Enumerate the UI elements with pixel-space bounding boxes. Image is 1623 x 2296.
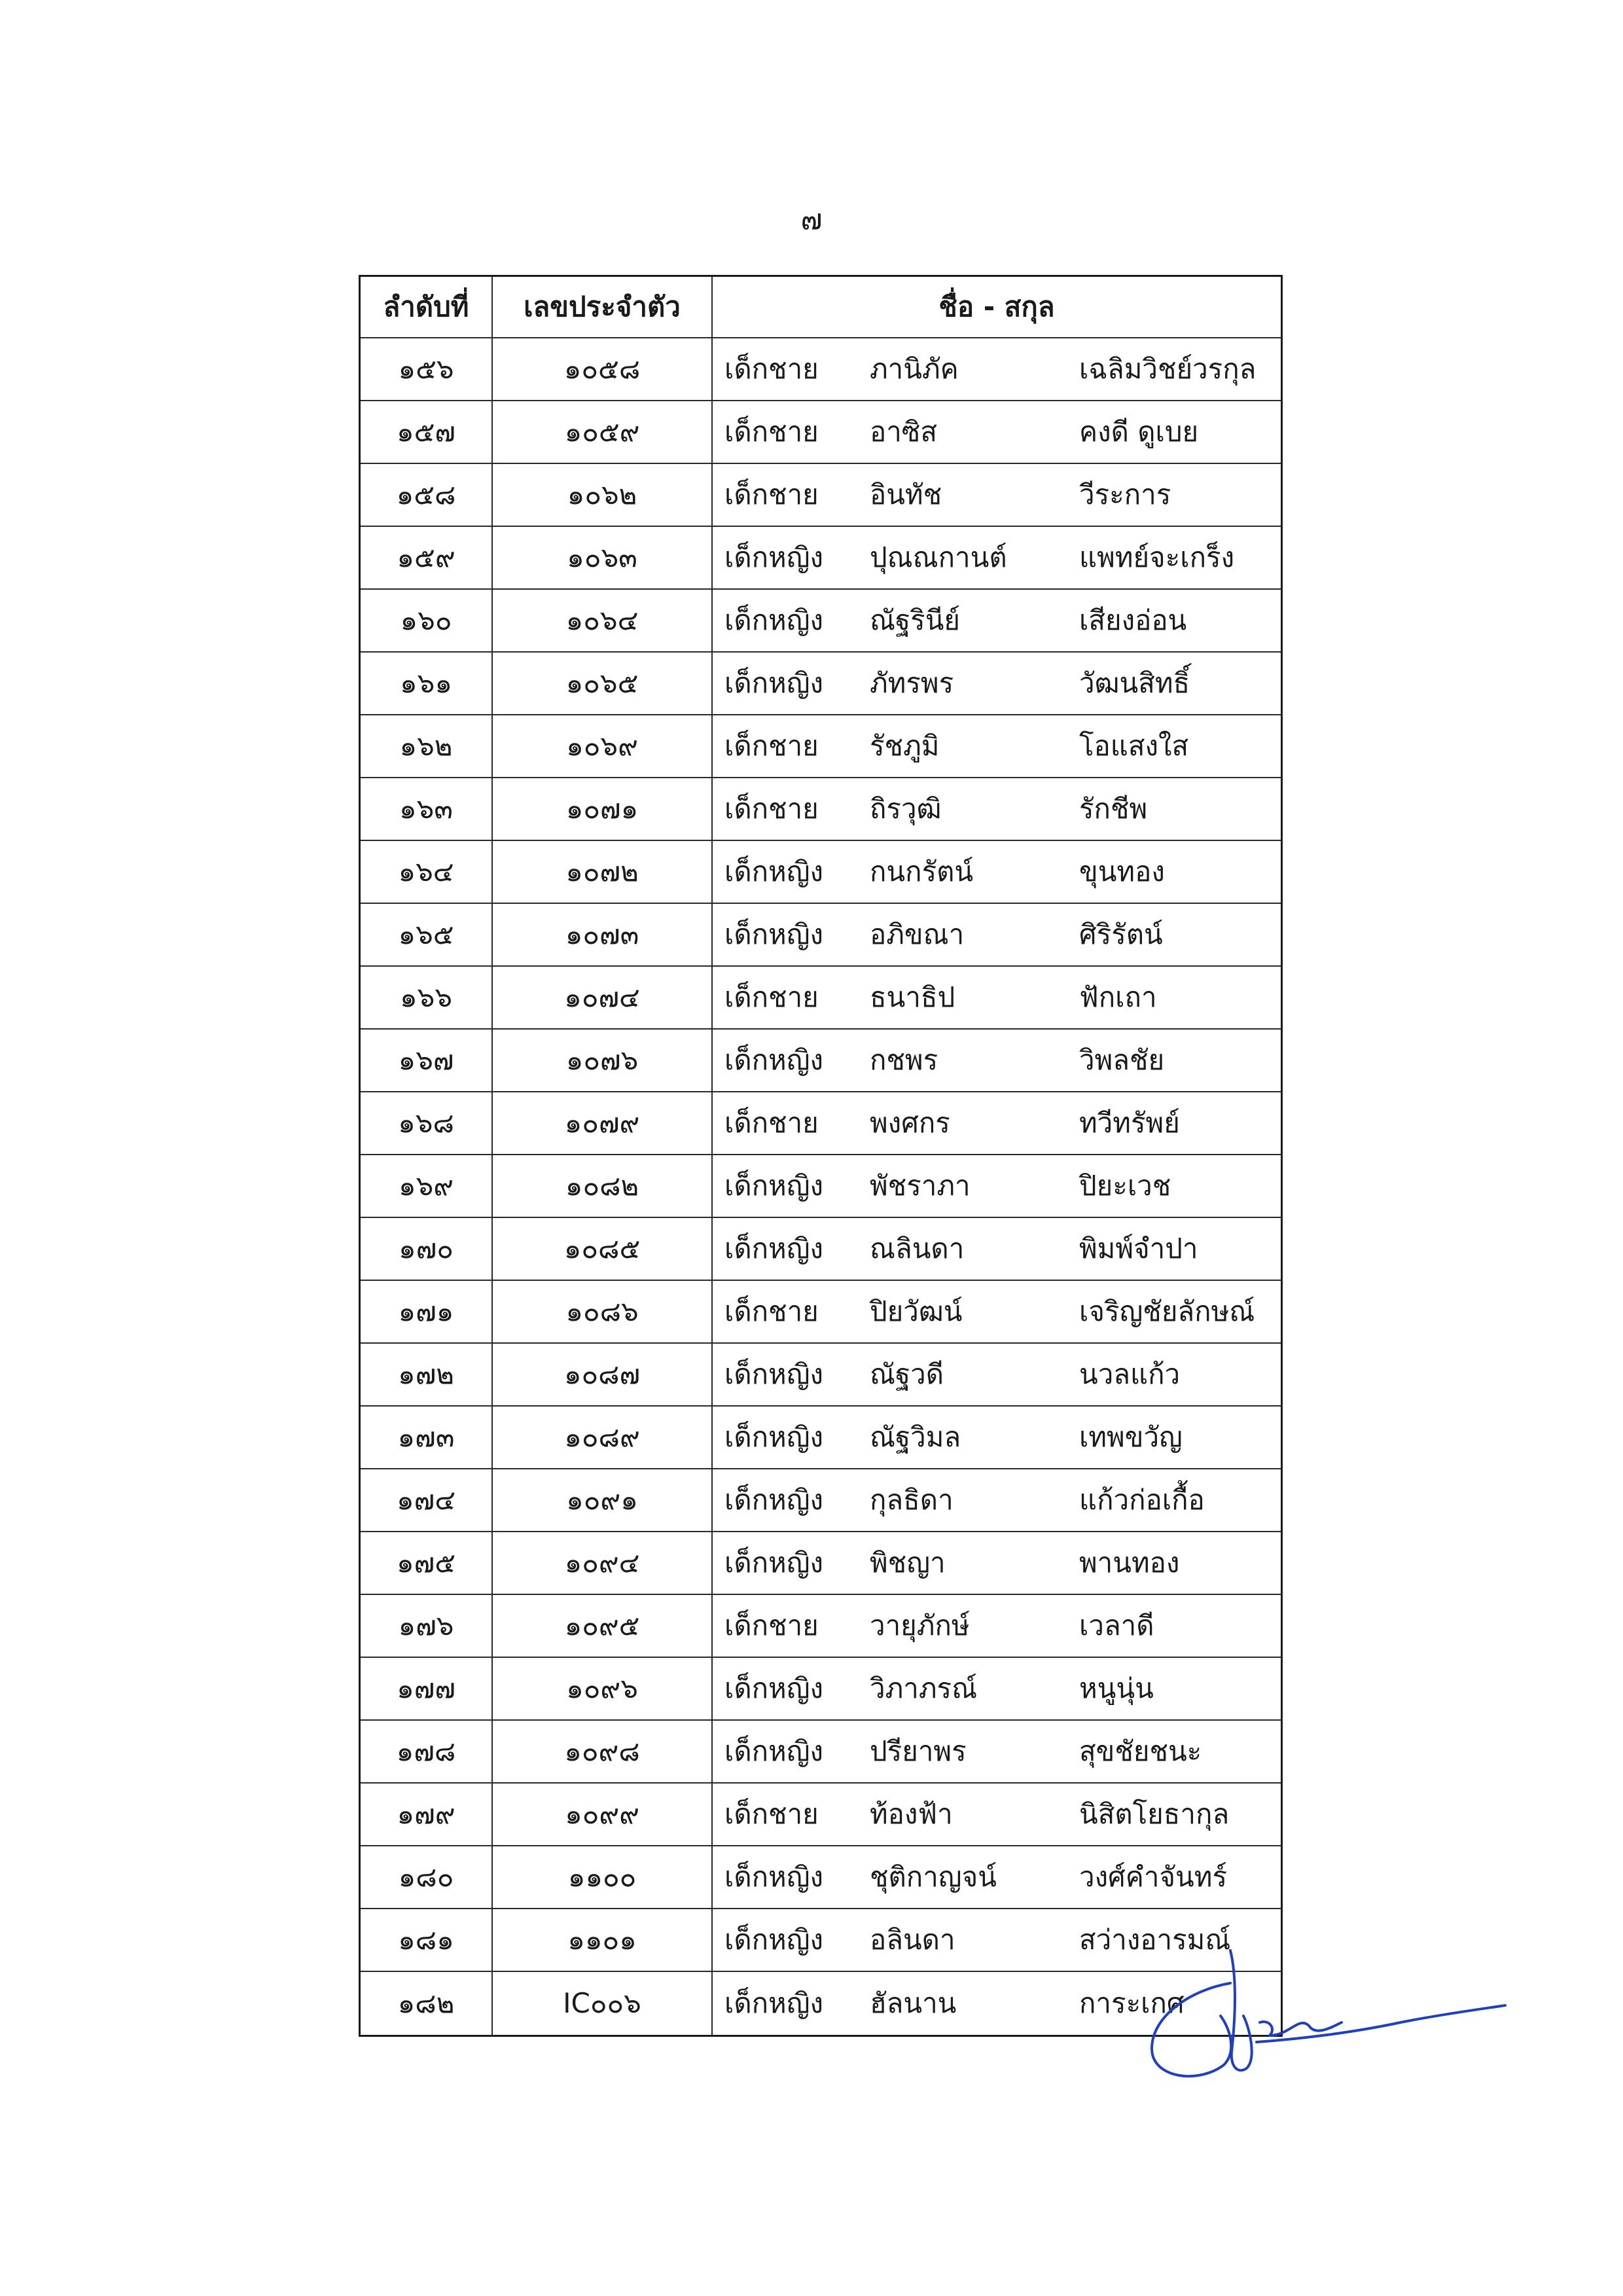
- cell-first-name: ปิยวัฒน์: [870, 1295, 963, 1327]
- cell-last-name: นิสิตโยธากุล: [1079, 1798, 1230, 1830]
- table-row: [361, 1030, 1281, 1092]
- cell-name: [713, 1469, 1281, 1531]
- cell-prefix: เด็กหญิง: [724, 1672, 824, 1704]
- cell-first-name: ปุณณกานต์: [870, 541, 1007, 573]
- cell-first-name: ท้องฟ้า: [870, 1798, 953, 1830]
- cell-seq: ๑๗๙: [361, 1784, 493, 1845]
- cell-seq: ๑๗๘: [361, 1721, 493, 1782]
- cell-last-name: ปิยะเวช: [1079, 1170, 1171, 1202]
- cell-last-name: การะเกศ: [1079, 1987, 1185, 2019]
- cell-first-name: พิชญา: [870, 1547, 946, 1579]
- cell-last-name: ฟักเถา: [1079, 981, 1157, 1013]
- cell-last-name: พานทอง: [1079, 1547, 1180, 1579]
- cell-first-name: ปรียาพร: [870, 1735, 967, 1767]
- cell-prefix: เด็กหญิง: [724, 1232, 824, 1265]
- cell-prefix: เด็กหญิง: [724, 1547, 824, 1579]
- cell-seq: ๑๖๙: [361, 1155, 493, 1217]
- page-number: ๗: [800, 203, 823, 236]
- cell-prefix: เด็กชาย: [724, 793, 819, 825]
- cell-seq: ๑๗๕: [361, 1532, 493, 1594]
- cell-prefix: เด็กหญิง: [724, 1924, 824, 1956]
- cell-last-name: นวลแก้ว: [1079, 1358, 1181, 1390]
- cell-name: [713, 527, 1281, 588]
- cell-id: ๑๐๗๑: [493, 778, 713, 840]
- cell-prefix: เด็กหญิง: [724, 1861, 824, 1893]
- cell-id: ๑๐๖๕: [493, 653, 713, 714]
- cell-last-name: วัฒนสิทธิ์: [1079, 667, 1190, 699]
- table-row: [361, 1218, 1281, 1281]
- cell-name: [713, 1595, 1281, 1657]
- table-row: [361, 715, 1281, 778]
- cell-name: [713, 1218, 1281, 1280]
- cell-last-name: เสียงอ่อน: [1079, 604, 1187, 636]
- cell-prefix: เด็กหญิง: [724, 1987, 824, 2019]
- cell-prefix: เด็กชาย: [724, 1295, 819, 1327]
- cell-seq: ๑๖๒: [361, 715, 493, 777]
- cell-name: [713, 1155, 1281, 1217]
- cell-seq: ๑๗๐: [361, 1218, 493, 1280]
- cell-prefix: เด็กชาย: [724, 416, 819, 448]
- cell-seq: ๑๗๔: [361, 1469, 493, 1531]
- cell-name: [713, 1846, 1281, 1908]
- cell-first-name: อาซิส: [870, 416, 937, 448]
- cell-seq: ๑๗๒: [361, 1344, 493, 1405]
- cell-seq: ๑๖๕: [361, 904, 493, 965]
- cell-last-name: โอแสงใส: [1079, 730, 1189, 762]
- table-row: [361, 590, 1281, 653]
- cell-name: [713, 1344, 1281, 1405]
- cell-id: ๑๐๘๖: [493, 1281, 713, 1342]
- cell-prefix: เด็กหญิง: [724, 1358, 824, 1390]
- cell-name: [713, 715, 1281, 777]
- cell-first-name: กชพร: [870, 1044, 938, 1076]
- cell-prefix: เด็กชาย: [724, 730, 819, 762]
- cell-first-name: ชุติกาญจน์: [870, 1861, 997, 1893]
- table-row: [361, 778, 1281, 841]
- cell-seq: ๑๖๐: [361, 590, 493, 651]
- cell-last-name: หนูนุ่น: [1079, 1672, 1154, 1704]
- table-row: [361, 401, 1281, 464]
- cell-seq: ๑๕๙: [361, 527, 493, 588]
- cell-id: ๑๐๗๖: [493, 1030, 713, 1091]
- cell-prefix: เด็กหญิง: [724, 855, 824, 888]
- cell-id: ๑๐๘๕: [493, 1218, 713, 1280]
- table-row: [361, 1658, 1281, 1721]
- table-row: [361, 338, 1281, 401]
- table-row: [361, 1092, 1281, 1155]
- cell-first-name: อภิขณา: [870, 918, 965, 950]
- table-row: [361, 1595, 1281, 1658]
- cell-name: [713, 1092, 1281, 1154]
- cell-seq: ๑๘๑: [361, 1909, 493, 1971]
- cell-last-name: วิพลชัย: [1079, 1044, 1165, 1076]
- cell-last-name: แพทย์จะเกร็ง: [1079, 541, 1235, 573]
- cell-id: ๑๐๗๓: [493, 904, 713, 965]
- cell-name: [713, 590, 1281, 651]
- cell-prefix: เด็กหญิง: [724, 1735, 824, 1767]
- cell-seq: ๑๕๗: [361, 401, 493, 463]
- header-id: เลขประจำตัว: [493, 277, 713, 337]
- table-row: [361, 1784, 1281, 1846]
- cell-last-name: เจริญชัยลักษณ์: [1079, 1295, 1255, 1327]
- cell-name: [713, 1281, 1281, 1342]
- cell-seq: ๑๖๓: [361, 778, 493, 840]
- cell-seq: ๑๗๗: [361, 1658, 493, 1719]
- cell-name: [713, 653, 1281, 714]
- signature-icon: [1139, 1937, 1518, 2094]
- cell-name: [713, 338, 1281, 400]
- cell-id: ๑๐๗๔: [493, 967, 713, 1028]
- cell-first-name: ณัฐวดี: [870, 1358, 944, 1390]
- cell-name: [713, 1407, 1281, 1468]
- cell-first-name: กุลธิดา: [870, 1484, 954, 1516]
- cell-id: ๑๑๐๐: [493, 1846, 713, 1908]
- cell-id: ๑๐๖๓: [493, 527, 713, 588]
- cell-prefix: เด็กชาย: [724, 1609, 819, 1641]
- cell-first-name: วายุภักษ์: [870, 1609, 970, 1641]
- cell-name: [713, 967, 1281, 1028]
- header-name: ชื่อ - สกุล: [938, 291, 1055, 323]
- cell-last-name: วีระการ: [1079, 478, 1171, 511]
- cell-id: ๑๑๐๑: [493, 1909, 713, 1971]
- cell-name: [713, 778, 1281, 840]
- header-seq: ลำดับที่: [361, 277, 493, 337]
- cell-id: ๑๐๘๒: [493, 1155, 713, 1217]
- cell-prefix: เด็กชาย: [724, 353, 819, 385]
- cell-name: [713, 1784, 1281, 1845]
- cell-id: ๑๐๙๖: [493, 1658, 713, 1719]
- cell-prefix: เด็กหญิง: [724, 1421, 824, 1453]
- cell-last-name: ศิริรัตน์: [1079, 918, 1163, 950]
- cell-prefix: เด็กชาย: [724, 478, 819, 511]
- cell-first-name: ณัฐรินีย์: [870, 604, 961, 636]
- cell-first-name: ธนาธิป: [870, 981, 955, 1013]
- cell-first-name: ภานิภัค: [870, 353, 959, 385]
- table-row: [361, 1469, 1281, 1532]
- cell-prefix: เด็กชาย: [724, 1798, 819, 1830]
- cell-last-name: เฉลิมวิชย์วรกุล: [1079, 353, 1257, 385]
- cell-seq: ๑๕๖: [361, 338, 493, 400]
- cell-last-name: พิมพ์จำปา: [1079, 1232, 1198, 1265]
- cell-first-name: อินทัช: [870, 478, 942, 511]
- table-row: [361, 967, 1281, 1030]
- cell-last-name: สุขชัยชนะ: [1079, 1735, 1202, 1767]
- cell-id: ๑๐๙๙: [493, 1784, 713, 1845]
- table-row: [361, 1407, 1281, 1469]
- cell-seq: ๑๗๖: [361, 1595, 493, 1657]
- table-row: [361, 1846, 1281, 1909]
- cell-seq: ๑๘๒: [361, 1972, 493, 2035]
- cell-id: ๑๐๙๕: [493, 1595, 713, 1657]
- cell-name: [713, 1721, 1281, 1782]
- table-row: [361, 1532, 1281, 1595]
- cell-seq: ๑๖๔: [361, 841, 493, 903]
- cell-id: ๑๐๙๘: [493, 1721, 713, 1782]
- cell-id: IC๐๐๖: [493, 1972, 713, 2035]
- cell-name: [713, 464, 1281, 526]
- cell-prefix: เด็กหญิง: [724, 1484, 824, 1516]
- cell-prefix: เด็กหญิง: [724, 1044, 824, 1076]
- table-row: [361, 904, 1281, 967]
- cell-prefix: เด็กหญิง: [724, 667, 824, 699]
- cell-seq: ๑๖๑: [361, 653, 493, 714]
- cell-name: [713, 1030, 1281, 1091]
- cell-seq: ๑๗๑: [361, 1281, 493, 1342]
- cell-seq: ๑๖๖: [361, 967, 493, 1028]
- cell-name: [713, 1532, 1281, 1594]
- cell-name: [713, 1658, 1281, 1719]
- cell-prefix: เด็กหญิง: [724, 604, 824, 636]
- cell-last-name: เวลาดี: [1079, 1609, 1154, 1641]
- cell-last-name: เทพขวัญ: [1079, 1421, 1183, 1453]
- cell-seq: ๑๖๘: [361, 1092, 493, 1154]
- cell-name: [713, 841, 1281, 903]
- table-row: [361, 1155, 1281, 1218]
- cell-first-name: พงศกร: [870, 1107, 950, 1139]
- table-row: [361, 1721, 1281, 1784]
- cell-last-name: สว่างอารมณ์: [1079, 1924, 1231, 1956]
- student-roster-table: [359, 275, 1283, 2037]
- cell-name: [713, 904, 1281, 965]
- cell-prefix: เด็กชาย: [724, 981, 819, 1013]
- table-row: [361, 653, 1281, 715]
- cell-last-name: คงดี ดูเบย: [1079, 416, 1199, 448]
- cell-id: ๑๐๙๑: [493, 1469, 713, 1531]
- cell-prefix: เด็กชาย: [724, 1107, 819, 1139]
- cell-prefix: เด็กหญิง: [724, 918, 824, 950]
- cell-first-name: ถิรวุฒิ: [870, 793, 942, 825]
- cell-first-name: รัชภูมิ: [870, 730, 940, 762]
- table-row: [361, 464, 1281, 527]
- cell-id: ๑๐๗๒: [493, 841, 713, 903]
- cell-id: ๑๐๙๔: [493, 1532, 713, 1594]
- table-row: [361, 1344, 1281, 1407]
- cell-id: ๑๐๘๗: [493, 1344, 713, 1405]
- cell-id: ๑๐๘๙: [493, 1407, 713, 1468]
- cell-prefix: เด็กหญิง: [724, 1170, 824, 1202]
- cell-first-name: กนกรัตน์: [870, 855, 974, 888]
- cell-seq: ๑๘๐: [361, 1846, 493, 1908]
- cell-id: ๑๐๗๙: [493, 1092, 713, 1154]
- cell-last-name: ทวีทรัพย์: [1079, 1107, 1180, 1139]
- cell-id: ๑๐๖๒: [493, 464, 713, 526]
- cell-last-name: วงศ์คำจันทร์: [1079, 1861, 1227, 1893]
- cell-first-name: ณลินดา: [870, 1232, 965, 1265]
- cell-first-name: พัชราภา: [870, 1170, 971, 1202]
- cell-id: ๑๐๕๙: [493, 401, 713, 463]
- cell-seq: ๑๖๗: [361, 1030, 493, 1091]
- cell-first-name: ฮัลนาน: [870, 1987, 957, 2019]
- cell-id: ๑๐๕๘: [493, 338, 713, 400]
- cell-last-name: แก้วก่อเกื้อ: [1079, 1484, 1205, 1516]
- cell-prefix: เด็กหญิง: [724, 541, 824, 573]
- table-row: [361, 841, 1281, 904]
- cell-id: ๑๐๖๙: [493, 715, 713, 777]
- cell-last-name: ขุนทอง: [1079, 855, 1165, 888]
- table-row: [361, 527, 1281, 590]
- cell-name: [713, 401, 1281, 463]
- cell-seq: ๑๗๓: [361, 1407, 493, 1468]
- cell-first-name: ณัฐวิมล: [870, 1421, 961, 1453]
- table-header-row: [361, 277, 1281, 338]
- cell-first-name: วิภาภรณ์: [870, 1672, 978, 1704]
- cell-last-name: รักชีพ: [1079, 793, 1148, 825]
- cell-first-name: ภัทรพร: [870, 667, 954, 699]
- cell-id: ๑๐๖๔: [493, 590, 713, 651]
- cell-seq: ๑๕๘: [361, 464, 493, 526]
- cell-first-name: อลินดา: [870, 1924, 955, 1956]
- table-row: [361, 1281, 1281, 1344]
